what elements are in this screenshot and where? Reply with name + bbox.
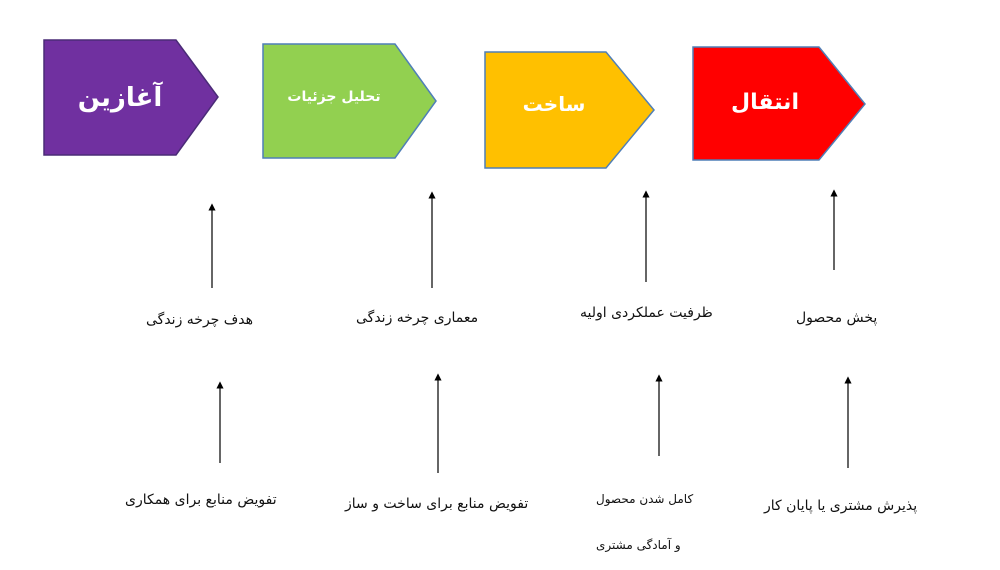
phase-construction — [485, 52, 654, 168]
criteria-product-completion: کامل شدن محصول — [596, 492, 694, 506]
criteria-customer-acceptance: پذیرش مشتری یا پایان کار — [764, 498, 918, 514]
milestone-lifecycle-objective: هدف چرخه زندگی — [146, 312, 254, 328]
phase-inception — [44, 40, 218, 155]
phase-elaboration-label: تحلیل جزئیات — [287, 89, 381, 105]
milestone-product-release: پخش محصول — [796, 310, 878, 326]
phase-transition — [693, 47, 865, 160]
criteria-customer-readiness: و آمادگی مشتری — [596, 538, 681, 552]
milestone-initial-operational-capability: ظرفیت عملکردی اولیه — [580, 305, 713, 321]
criteria-resources-collaboration: تفویض منابع برای همکاری — [125, 492, 277, 508]
phase-construction-label: ساخت — [522, 92, 586, 116]
phase-inception-label: آغازین — [77, 83, 163, 113]
phase-elaboration — [263, 44, 436, 158]
criteria-resources-construction: تفویض منابع برای ساخت و ساز — [345, 496, 529, 512]
milestone-lifecycle-architecture: معماری چرخه زندگی — [356, 310, 479, 326]
phase-transition-label: انتقال — [731, 90, 799, 115]
